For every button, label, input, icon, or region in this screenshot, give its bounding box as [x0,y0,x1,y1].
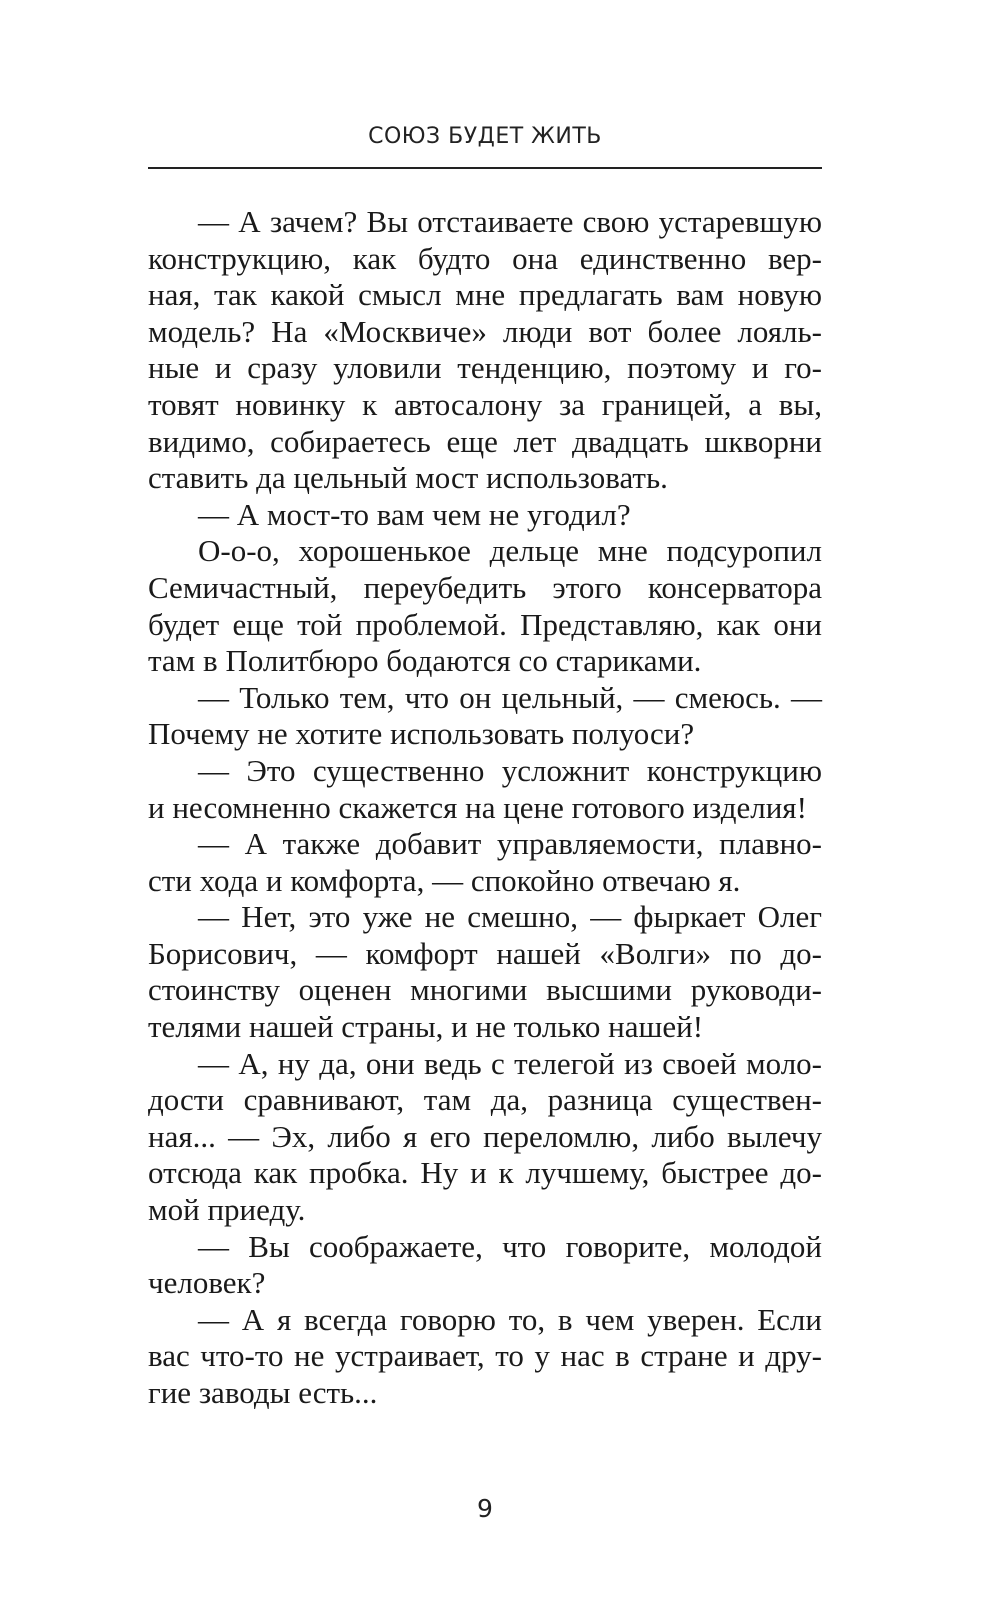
text-line: Борисович, — комфорт нашей «Волги» по до- [148,935,822,971]
text-line: — А, ну да, они ведь с телегой из своей моло- [198,1045,822,1081]
text-line: дости сравнивают, там да, разница существен- [148,1082,822,1118]
text-line: там в Политбюро бодаются со стариками. [148,643,702,679]
text-line: и несомненно скажется на цене готового изделия! [148,789,807,825]
text-line: товят новинку к автосалону за границей, а вы, [148,386,822,422]
text-line: телями нашей страны, и не только нашей! [148,1009,704,1045]
text-line: сти хода и комфорта, — спокойно отвечаю я. [148,862,741,898]
text-line: вас что-то не устраивает, то у нас в стране и дру- [148,1338,822,1374]
text-line: видимо, собираетесь еще лет двадцать шкворни [148,423,822,459]
text-line: конструкцию, как будто она единственно вер- [148,240,822,276]
text-line: Почему не хотите использовать полуоси? [148,716,695,752]
body-text [148,204,822,1412]
text-line: — А мост-то вам чем не угодил? [198,496,631,532]
text-line: — Только тем, что он цельный, — смеюсь. — [198,679,822,715]
text-line: Семичастный, переубедить этого консерватора [148,569,822,605]
text-line: — Это существенно усложнит конструкцию [198,752,822,788]
text-line: — А зачем? Вы отстаиваете свою устаревшую [198,204,822,239]
page-number: 9 [477,1494,493,1523]
text-line: отсюда как пробка. Ну и к лучшему, быстрее до- [148,1155,822,1191]
text-line: ные и сразу уловили тенденцию, поэтому и го- [148,350,822,386]
text-line: будет еще той проблемой. Представляю, как они [148,606,822,642]
text-line: — Нет, это уже не смешно, — фыркает Олег [198,899,822,935]
text-line: — А также добавит управляемости, плавно- [198,826,822,862]
text-line: — А я всегда говорю то, в чем уверен. Если [198,1301,822,1337]
text-line: О-о-о, хорошенькое дельце мне подсуропил [198,533,822,569]
text-line: стоинству оценен многими высшими руководи- [148,972,822,1008]
running-head: СОЮЗ БУДЕТ ЖИТЬ [368,124,602,149]
header-rule [148,167,822,169]
text-line: человек? [148,1265,266,1301]
text-line: ставить да цельный мост использовать. [148,460,668,496]
text-line: ная, так какой смысл мне предлагать вам новую [148,277,822,313]
text-line: гие заводы есть... [148,1375,378,1410]
text-line: модель? На «Москвиче» люди вот более лояль- [148,313,822,349]
text-line: — Вы соображаете, что говорите, молодой [198,1228,822,1264]
text-line: мой приеду. [148,1192,306,1228]
text-line: ная... — Эх, либо я его переломлю, либо вылечу [148,1118,822,1154]
